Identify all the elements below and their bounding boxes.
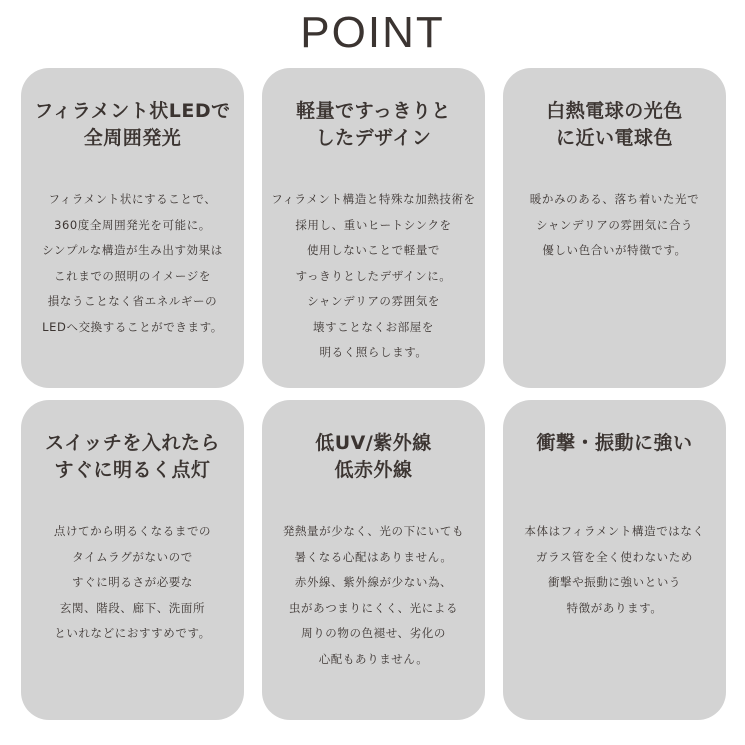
card-title: 低UV/紫外線 低赤外線 (315, 432, 432, 481)
feature-grid (21, 68, 727, 720)
card-description: フィラメント状にすることで、 360度全周囲発光を可能に。 シンプルな構造が生み出す効果は これまでの照明のイメージを 損なうことなく省エネルギーの LEDへ交換することができます。 (42, 192, 223, 334)
feature-card-lightweight-design (262, 68, 485, 388)
feature-card-shock-resistant (503, 400, 726, 720)
card-title: 衝撃・振動に強い (536, 432, 693, 454)
card-title: 軽量ですっきりと したデザイン (296, 100, 451, 149)
card-title: スイッチを入れたら すぐに明るく点灯 (45, 432, 220, 481)
feature-card-low-uv-ir (262, 400, 485, 720)
card-description: フィラメント構造と特殊な加熱技術を 採用し、重いヒートシンクを 使用しないことで軽量で すっきりとしたデザインに。 シャンデリアの雰囲気を 壊すことなくお部屋を 明るく照らします。 (271, 192, 476, 359)
feature-card-warm-color (503, 68, 726, 388)
card-description: 点けてから明るくなるまでの タイムラグがないので すぐに明るさが必要な 玄関、階段、廊下、洗面所 といれなどにおすすめです。 (53, 524, 212, 640)
feature-card-led-omnidirectional (21, 68, 244, 388)
feature-card-instant-on (21, 400, 244, 720)
card-title: 白熱電球の光色 に近い電球色 (546, 100, 683, 149)
card-title: フィラメント状LEDで 全周囲発光 (34, 100, 231, 149)
card-description: 暖かみのある、落ち着いた光で シャンデリアの雰囲気に合う 優しい色合いが特徴です。 (529, 192, 700, 257)
card-description: 発熱量が少なく、光の下にいても 暑くなる心配はありません。 赤外線、紫外線が少ない為、 虫があつまりにくく、光による 周りの物の色褪せ、劣化の 心配もありません。 (282, 524, 465, 666)
page-title: POINT (300, 8, 445, 57)
card-description: 本体はフィラメント構造ではなく ガラス管を全く使わないため 衝撃や振動に強いという 特徴があります。 (524, 524, 705, 615)
